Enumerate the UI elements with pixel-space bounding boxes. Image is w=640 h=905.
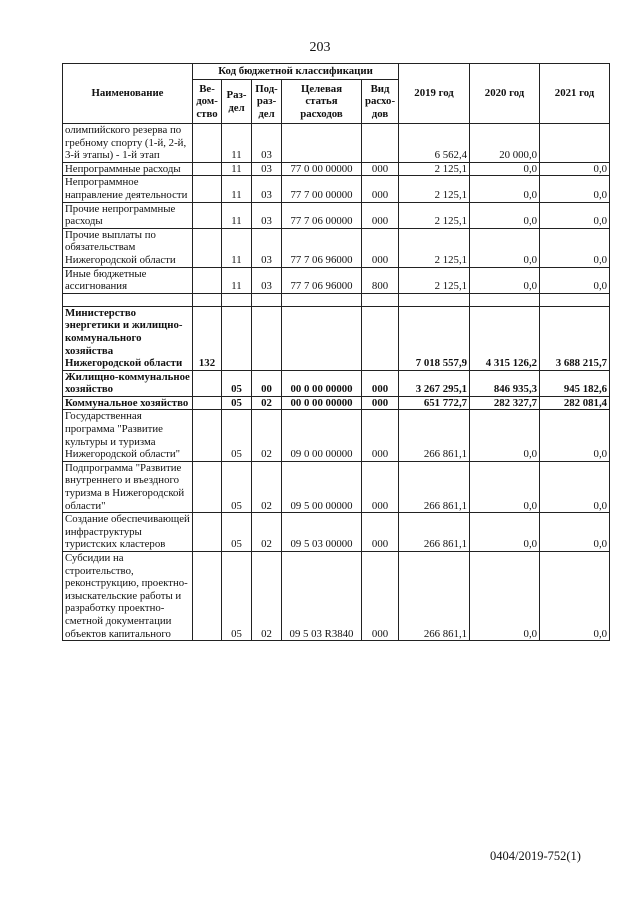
- row-value-2019: 2 125,1: [399, 267, 470, 293]
- row-podrazdel: 02: [252, 552, 282, 641]
- row-value-2020: 0,0: [470, 552, 540, 641]
- header-razdel: Раз-дел: [222, 80, 252, 124]
- row-target-article: 09 0 00 00000: [282, 410, 362, 461]
- row-podrazdel: [252, 306, 282, 370]
- row-vedomstvo: [193, 410, 222, 461]
- row-value-2021: 0,0: [540, 513, 610, 552]
- row-expense-type: 000: [362, 396, 399, 410]
- header-classification-code: Код бюджетной классификации: [193, 64, 399, 80]
- row-value-2020: 0,0: [470, 267, 540, 293]
- row-value-2019: 3 267 295,1: [399, 370, 470, 396]
- row-value-2019: 266 861,1: [399, 552, 470, 641]
- row-value-2021: 0,0: [540, 176, 610, 202]
- row-value-2021: 945 182,6: [540, 370, 610, 396]
- row-vedomstvo: [193, 396, 222, 410]
- table-row: [63, 306, 610, 370]
- row-target-article: 00 0 00 00000: [282, 370, 362, 396]
- row-value-2019: 6 562,4: [399, 124, 470, 163]
- row-value-2019: 266 861,1: [399, 410, 470, 461]
- row-vedomstvo: [193, 228, 222, 267]
- row-vedomstvo: [193, 461, 222, 512]
- row-expense-type: [362, 306, 399, 370]
- row-razdel: 11: [222, 124, 252, 163]
- row-vedomstvo: [193, 162, 222, 176]
- row-value-2020: 0,0: [470, 202, 540, 228]
- row-target-article: [282, 293, 362, 306]
- row-value-2019: 266 861,1: [399, 461, 470, 512]
- row-vedomstvo: [193, 202, 222, 228]
- header-expense-type: Вид расхо-дов: [362, 80, 399, 124]
- row-name: Непрограммное направление деятельности: [63, 176, 193, 202]
- table-row: [63, 228, 610, 267]
- table-row: [63, 176, 610, 202]
- table-row: [63, 552, 610, 641]
- row-value-2019: 7 018 557,9: [399, 306, 470, 370]
- row-name: Иные бюджетные ассигнования: [63, 267, 193, 293]
- table-row: [63, 410, 610, 461]
- row-name: Непрограммные расходы: [63, 162, 193, 176]
- row-value-2019: [399, 293, 470, 306]
- row-value-2020: 0,0: [470, 228, 540, 267]
- row-expense-type: 000: [362, 410, 399, 461]
- row-name: Субсидии на строительство, реконструкцию, проектно-изыскательские работы и разработку проектно-сметной документации объектов капитального: [63, 552, 193, 641]
- row-razdel: 05: [222, 370, 252, 396]
- row-name: олимпийского резерва по гребному спорту (1-й, 2-й, 3-й этапы) - 1-й этап: [63, 124, 193, 163]
- row-name: Подпрограмма "Развитие внутреннего и въездного туризма в Нижегородской области": [63, 461, 193, 512]
- row-value-2021: 0,0: [540, 461, 610, 512]
- row-razdel: 05: [222, 410, 252, 461]
- row-target-article: 09 5 03 00000: [282, 513, 362, 552]
- row-razdel: 11: [222, 267, 252, 293]
- row-value-2019: 651 772,7: [399, 396, 470, 410]
- row-expense-type: 000: [362, 162, 399, 176]
- row-target-article: 09 5 03 R3840: [282, 552, 362, 641]
- row-name: Прочие непрограммные расходы: [63, 202, 193, 228]
- table-row: [63, 461, 610, 512]
- row-value-2019: 2 125,1: [399, 176, 470, 202]
- row-podrazdel: 03: [252, 202, 282, 228]
- header-podrazdel: Под-раз-дел: [252, 80, 282, 124]
- row-target-article: 77 7 06 96000: [282, 228, 362, 267]
- row-razdel: 11: [222, 176, 252, 202]
- table-row: [63, 124, 610, 163]
- row-target-article: 77 7 06 96000: [282, 267, 362, 293]
- row-razdel: [222, 293, 252, 306]
- row-name: Государственная программа "Развитие культуры и туризма Нижегородской области": [63, 410, 193, 461]
- document-code: 0404/2019-752(1): [490, 849, 581, 863]
- row-vedomstvo: [193, 267, 222, 293]
- row-podrazdel: 02: [252, 410, 282, 461]
- row-value-2021: 0,0: [540, 552, 610, 641]
- row-razdel: 05: [222, 461, 252, 512]
- row-podrazdel: 03: [252, 228, 282, 267]
- row-value-2020: 4 315 126,2: [470, 306, 540, 370]
- row-expense-type: [362, 124, 399, 163]
- row-value-2019: 2 125,1: [399, 202, 470, 228]
- row-expense-type: 000: [362, 513, 399, 552]
- row-target-article: 77 7 00 00000: [282, 176, 362, 202]
- table-row: [63, 370, 610, 396]
- row-value-2020: 20 000,0: [470, 124, 540, 163]
- row-name: Создание обеспечивающей инфраструктуры туристских кластеров: [63, 513, 193, 552]
- row-expense-type: 000: [362, 228, 399, 267]
- row-name: Коммунальное хозяйство: [63, 396, 193, 410]
- row-podrazdel: 02: [252, 513, 282, 552]
- row-target-article: 09 5 00 00000: [282, 461, 362, 512]
- row-value-2020: 282 327,7: [470, 396, 540, 410]
- header-year-2021: 2021 год: [540, 64, 610, 124]
- header-year-2019: 2019 год: [399, 64, 470, 124]
- row-podrazdel: 03: [252, 176, 282, 202]
- row-value-2019: 2 125,1: [399, 162, 470, 176]
- row-target-article: [282, 124, 362, 163]
- row-podrazdel: [252, 293, 282, 306]
- row-target-article: 77 7 06 00000: [282, 202, 362, 228]
- row-value-2021: 0,0: [540, 267, 610, 293]
- row-value-2020: 846 935,3: [470, 370, 540, 396]
- budget-table: [62, 63, 610, 641]
- row-target-article: [282, 306, 362, 370]
- table-row: [63, 396, 610, 410]
- row-value-2020: 0,0: [470, 162, 540, 176]
- row-razdel: 11: [222, 162, 252, 176]
- row-razdel: 11: [222, 228, 252, 267]
- row-value-2020: 0,0: [470, 513, 540, 552]
- row-expense-type: 000: [362, 370, 399, 396]
- row-podrazdel: 02: [252, 396, 282, 410]
- table-body: [63, 124, 610, 641]
- row-expense-type: 000: [362, 202, 399, 228]
- table-row: [63, 162, 610, 176]
- row-vedomstvo: [193, 293, 222, 306]
- row-razdel: 05: [222, 396, 252, 410]
- header-name: Наименование: [63, 64, 193, 124]
- table-row: [63, 267, 610, 293]
- row-razdel: 11: [222, 202, 252, 228]
- row-podrazdel: 02: [252, 461, 282, 512]
- row-podrazdel: 03: [252, 162, 282, 176]
- row-value-2021: 0,0: [540, 162, 610, 176]
- row-expense-type: [362, 293, 399, 306]
- row-expense-type: 000: [362, 176, 399, 202]
- row-value-2021: [540, 293, 610, 306]
- row-name: Прочие выплаты по обязательствам Нижегородской области: [63, 228, 193, 267]
- row-podrazdel: 03: [252, 124, 282, 163]
- row-vedomstvo: [193, 552, 222, 641]
- row-value-2020: 0,0: [470, 410, 540, 461]
- table-row: [63, 513, 610, 552]
- row-value-2020: 0,0: [470, 461, 540, 512]
- row-razdel: [222, 306, 252, 370]
- row-value-2021: 0,0: [540, 410, 610, 461]
- row-vedomstvo: [193, 124, 222, 163]
- header-year-2020: 2020 год: [470, 64, 540, 124]
- row-expense-type: 800: [362, 267, 399, 293]
- row-value-2021: [540, 124, 610, 163]
- row-name: Министерство энергетики и жилищно-коммунального хозяйства Нижегородской области: [63, 306, 193, 370]
- page-number: 203: [309, 40, 331, 55]
- row-name: Жилищно-коммунальное хозяйство: [63, 370, 193, 396]
- row-value-2019: 2 125,1: [399, 228, 470, 267]
- row-vedomstvo: [193, 513, 222, 552]
- row-vedomstvo: [193, 370, 222, 396]
- row-value-2019: 266 861,1: [399, 513, 470, 552]
- table-row: [63, 202, 610, 228]
- row-target-article: 00 0 00 00000: [282, 396, 362, 410]
- row-vedomstvo: 132: [193, 306, 222, 370]
- row-podrazdel: 00: [252, 370, 282, 396]
- row-value-2020: [470, 293, 540, 306]
- header-target-article: Целевая статья расходов: [282, 80, 362, 124]
- row-value-2021: 0,0: [540, 228, 610, 267]
- row-target-article: 77 0 00 00000: [282, 162, 362, 176]
- row-podrazdel: 03: [252, 267, 282, 293]
- row-razdel: 05: [222, 513, 252, 552]
- row-value-2021: 3 688 215,7: [540, 306, 610, 370]
- row-vedomstvo: [193, 176, 222, 202]
- row-value-2021: 0,0: [540, 202, 610, 228]
- row-expense-type: 000: [362, 552, 399, 641]
- header-vedomstvo: Ве-дом-ство: [193, 80, 222, 124]
- row-razdel: 05: [222, 552, 252, 641]
- row-name: [63, 293, 193, 306]
- row-expense-type: 000: [362, 461, 399, 512]
- row-value-2020: 0,0: [470, 176, 540, 202]
- row-value-2021: 282 081,4: [540, 396, 610, 410]
- table-row: [63, 293, 610, 306]
